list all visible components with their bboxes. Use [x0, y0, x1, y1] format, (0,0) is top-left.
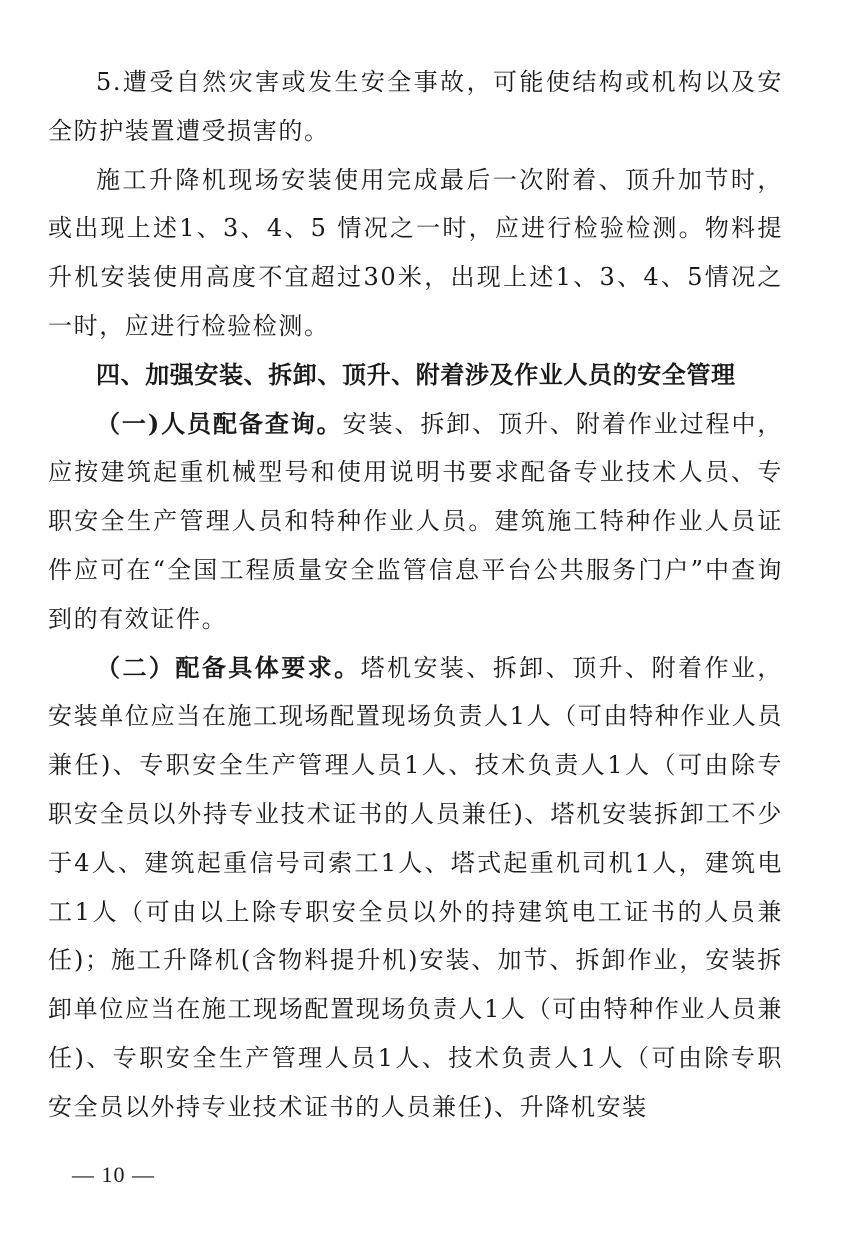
paragraph-item-5	[48, 58, 783, 156]
paragraph-text: 5.遭受自然灾害或发生安全事故，可能使结构或机构以及安全防护装置遭受损害的。	[48, 68, 783, 145]
page-number: — 10 —	[72, 1162, 155, 1187]
subsection-lead: （二）配备具体要求。	[96, 652, 361, 682]
paragraph-text: 施工升降机现场安装使用完成最后一次附着、顶升加节时，或出现上述1、3、4、5 情况之一时，应进行检验检测。物料提升机安装使用高度不宜超过30米，出现上述1、3、4、5情况之一时，应进行检验检测。	[48, 165, 783, 340]
section-heading: 四、加强安装、拆卸、顶升、附着涉及作业人员的安全管理	[96, 360, 736, 389]
subsection-personnel-query	[48, 400, 783, 644]
subsection-lead: （一)人员配备查询。	[96, 408, 343, 438]
subsection-text: 安装、拆卸、顶升、附着作业过程中，应按建筑起重机械型号和使用说明书要求配备专业技术人员、专职安全生产管理人员和特种作业人员。建筑施工特种作业人员证件应可在“全国工程质量安全监管信息平台公共服务门户”中查询到的有效证件。	[48, 409, 784, 633]
paragraph-hoist-inspection	[48, 156, 783, 351]
document-body	[48, 58, 783, 1132]
subsection-staffing-requirements	[48, 644, 783, 1132]
subsection-text: 塔机安装、拆卸、顶升、附着作业，安装单位应当在施工现场配置现场负责人1人（可由特种作业人员兼任)、专职安全生产管理人员1人、技术负责人1人（可由除专职安全员以外持专业技术证书的人员兼任)、塔机安装拆卸工不少于4人、建筑起重信号司索工1人、塔式起重机司机1人，建筑电工1人（可由以上除专职安全员以外的持建筑电工证书的人员兼任)；施工升降机(含物料提升机)安装、加节、拆卸作业，安装拆卸单位应当在施工现场配置现场负责人1人（可由特种作业人员兼任)、专职安全生产管理人员1人、技术负责人1人（可由除专职安全员以外持专业技术证书的人员兼任)、升降机安装	[48, 653, 783, 1121]
